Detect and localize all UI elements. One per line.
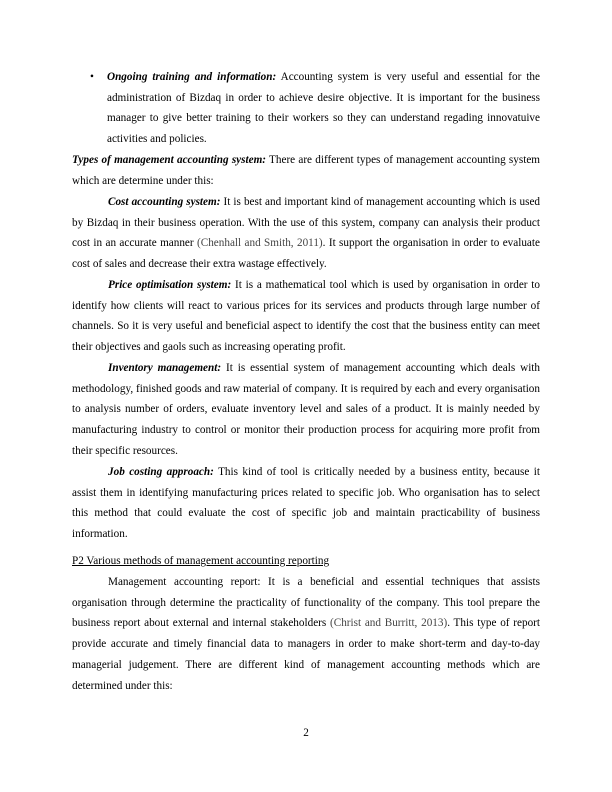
job-text: This kind of tool is critically needed by a business entity, because it assist them in identifying manufacturing prices related to specific job. Who organisation has to select this method that could evaluate the cost of specific job and maintain practicability of business information. [72, 466, 540, 541]
bullet-icon: • [90, 71, 94, 83]
p2-citation: (Christ and Burritt, 2013) [330, 617, 448, 630]
bullet-ongoing-training [107, 67, 540, 150]
cost-title: Cost accounting system: [108, 196, 221, 208]
types-text: There are different types of management accounting system which are determine under this: [72, 154, 540, 187]
page-number: 2 [303, 727, 309, 739]
types-paragraph [72, 150, 540, 191]
inventory-paragraph [72, 358, 540, 462]
cost-citation: (Chenhall and Smith, 2011) [197, 237, 323, 250]
job-title: Job costing approach: [108, 466, 214, 478]
price-paragraph [72, 275, 540, 358]
p2-paragraph [72, 572, 540, 696]
price-text: It is a mathematical tool which is used by organisation in order to identify how clients will react to various prices for its services and products through large number of channels. So it is very useful and beneficial aspect to identify the cost that the business entity can meet their objectives and gaols such as increasing operating profit. [72, 279, 541, 354]
job-paragraph [72, 462, 540, 545]
inventory-text: It is essential system of management accounting which deals with methodology, finished goods and raw material of company. It is required by each and every organisation to analysis number of orders, evaluate inventory level and sales of a product. It is mainly needed by manufacturing industry to control or monitor their production process for acquiring more profit from their specific resources. [72, 362, 541, 457]
price-title: Price optimisation system: [108, 279, 232, 291]
p2-text-2: . This type of report provide accurate and timely financial data to managers in order to make short-term and day-to-day managerial judgement. There are different kind of management accounting methods which are determined under this: [72, 617, 540, 692]
bullet-text: Accounting system is very useful and essential for the administration of Bizdaq in order to achieve desire objective. It is important for the business manager to give better training to their workers so they can understand regading innovatuive activities and policies. [107, 71, 540, 146]
section-heading-p2: P2 Various methods of management accounting reporting [72, 555, 330, 567]
inventory-title: Inventory management: [108, 362, 222, 374]
cost-text-1: It is best and important kind of management accounting which is used by Bizdaq in their business operation. With the use of this system, company can analysis their product cost in an accurate manner [72, 196, 541, 250]
p2-text-1: Management accounting report: It is a beneficial and essential techniques that assists organisation through determine the practicality of functionality of the company. This tool prepare the business report about external and internal stakeholders [72, 576, 540, 630]
cost-paragraph [72, 192, 540, 275]
types-title: Types of management accounting system: [72, 154, 266, 166]
bullet-title: Ongoing training and information: [107, 71, 277, 83]
cost-text-2: . It support the organisation in order to evaluate cost of sales and decrease their extra wastage effectively. [72, 237, 540, 271]
